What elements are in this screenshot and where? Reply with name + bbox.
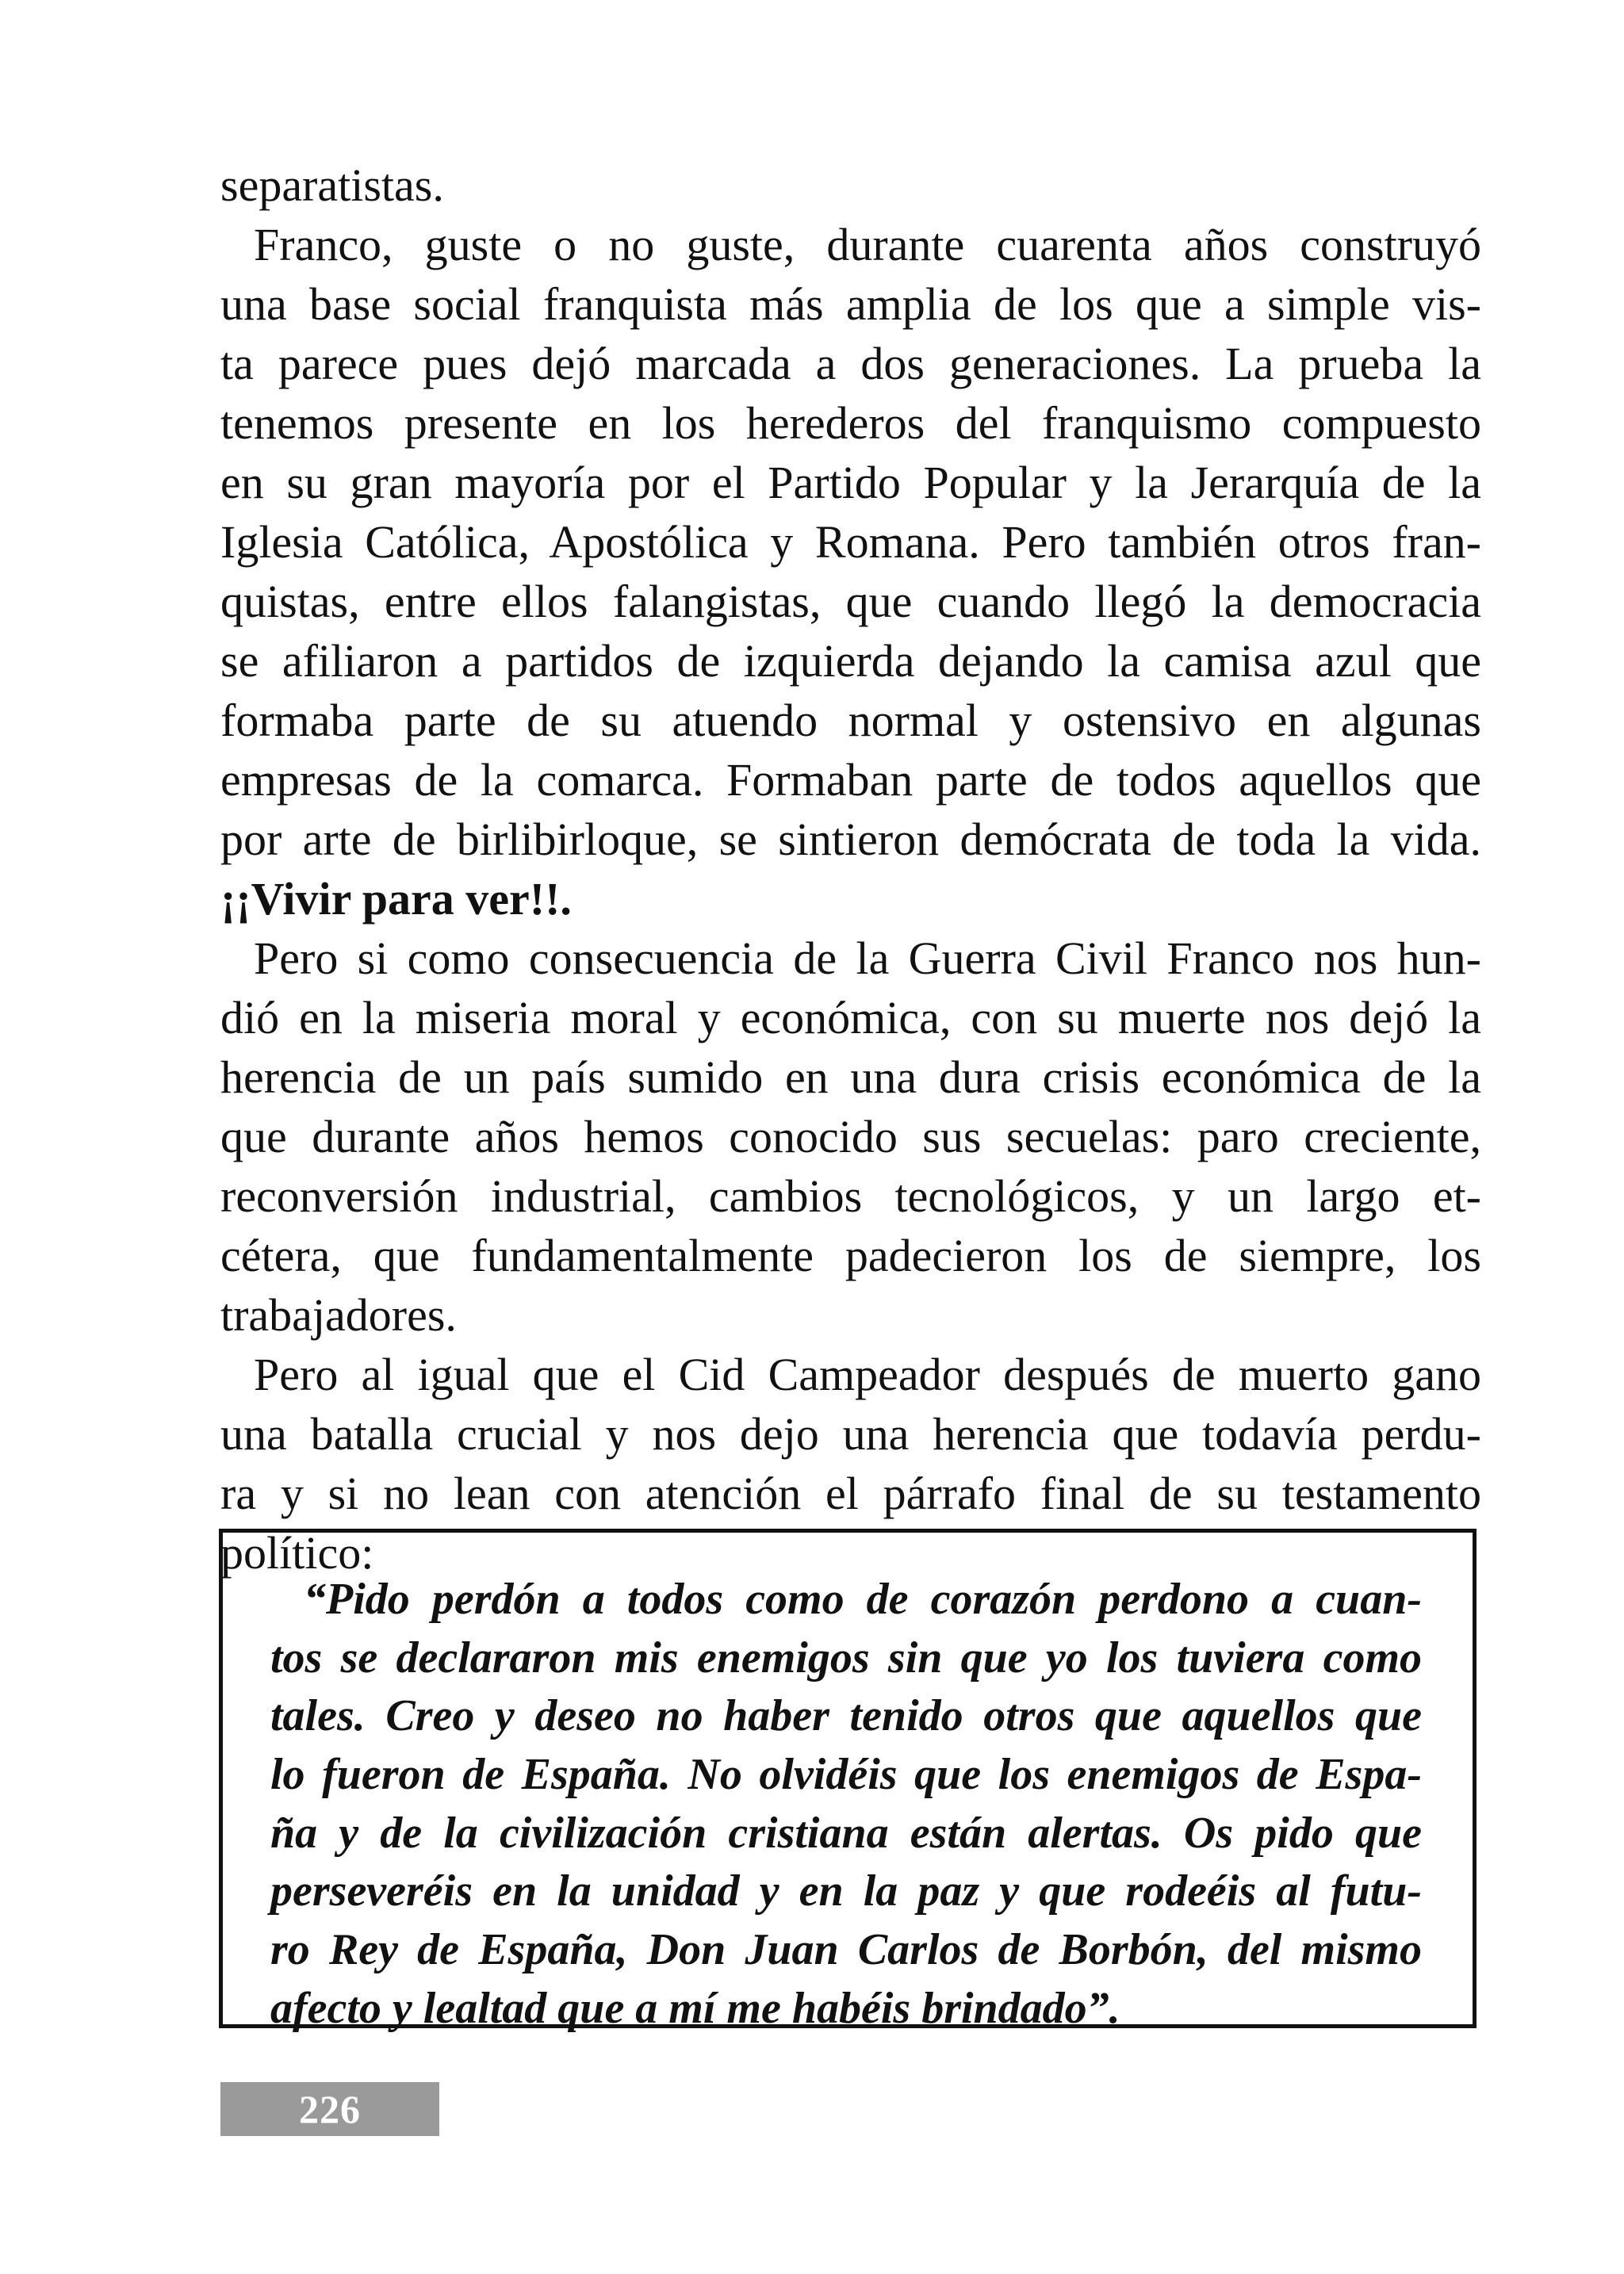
quote-line: ña y de la civilización cristiana están alertas. Os pido que	[270, 1808, 1422, 1858]
body-line: en su gran mayoría por el Partido Popular y la Jerarquía de la	[220, 457, 1481, 508]
body-line: una base social franquista más amplia de los que a simple vis-	[220, 278, 1481, 330]
testament-quote	[270, 1571, 1422, 2039]
body-line: que durante años hemos conocido sus secuelas: paro creciente,	[220, 1111, 1481, 1162]
quote-line: “Pido perdón a todos como de corazón perdono a cuan-	[304, 1575, 1422, 1624]
quote-line: afecto y lealtad que a mí me habéis brindado”.	[270, 1983, 1120, 2033]
exclamation-line: ¡¡Vivir para ver!!.	[220, 873, 572, 925]
body-line: cétera, que fundamentalmente padecieron los de siempre, los	[220, 1230, 1481, 1281]
quote-line: tos se declararon mis enemigos sin que yo los tuviera como	[270, 1633, 1422, 1683]
body-line: dió en la miseria moral y económica, con su muerte nos dejó la	[220, 992, 1481, 1043]
body-line: separatistas.	[220, 159, 444, 211]
body-line: trabajadores.	[220, 1289, 457, 1341]
body-line: Pero si como consecuencia de la Guerra Civil Franco nos hun-	[254, 932, 1481, 984]
body-line: empresas de la comarca. Formaban parte de todos aquellos que	[220, 754, 1481, 806]
body-line: político:	[220, 1527, 374, 1579]
quote-line: lo fueron de España. No olvidéis que los enemigos de Espa-	[270, 1750, 1422, 1800]
quote-line: tales. Creo y deseo no haber tenido otros que aquellos que	[270, 1691, 1422, 1741]
quote-line: ro Rey de España, Don Juan Carlos de Borbón, del mismo	[270, 1925, 1422, 1975]
body-line: una batalla crucial y nos dejo una herencia que todavía perdu-	[220, 1408, 1481, 1460]
body-line: por arte de birlibirloque, se sintieron demócrata de toda la vida.	[220, 814, 1481, 865]
body-line: Pero al igual que el Cid Campeador después de muerto gano	[254, 1349, 1481, 1400]
body-line: Iglesia Católica, Apostólica y Romana. Pero también otros fran-	[220, 516, 1481, 568]
body-line: formaba parte de su atuendo normal y ostensivo en algunas	[220, 695, 1481, 746]
body-line: tenemos presente en los herederos del franquismo compuesto	[220, 397, 1481, 449]
body-line: reconversión industrial, cambios tecnológicos, y un largo et-	[220, 1170, 1481, 1222]
testament-quote-box	[219, 1529, 1477, 2033]
body-text	[220, 155, 1481, 1583]
quote-line: perseveréis en la unidad y en la paz y que rodeéis al futu-	[270, 1866, 1422, 1916]
body-line: se afiliaron a partidos de izquierda dejando la camisa azul que	[220, 635, 1481, 687]
body-line: ta parece pues dejó marcada a dos generaciones. La prueba la	[220, 338, 1481, 389]
page-number-tab	[220, 2082, 439, 2136]
body-line: herencia de un país sumido en una dura crisis económica de la	[220, 1051, 1481, 1103]
body-line: quistas, entre ellos falangistas, que cuando llegó la democracia	[220, 576, 1481, 627]
page-number: 226	[299, 2087, 361, 2131]
body-line: Franco, guste o no guste, durante cuarenta años construyó	[254, 219, 1481, 270]
body-line: ra y si no lean con atención el párrafo final de su testamento	[220, 1468, 1481, 1519]
